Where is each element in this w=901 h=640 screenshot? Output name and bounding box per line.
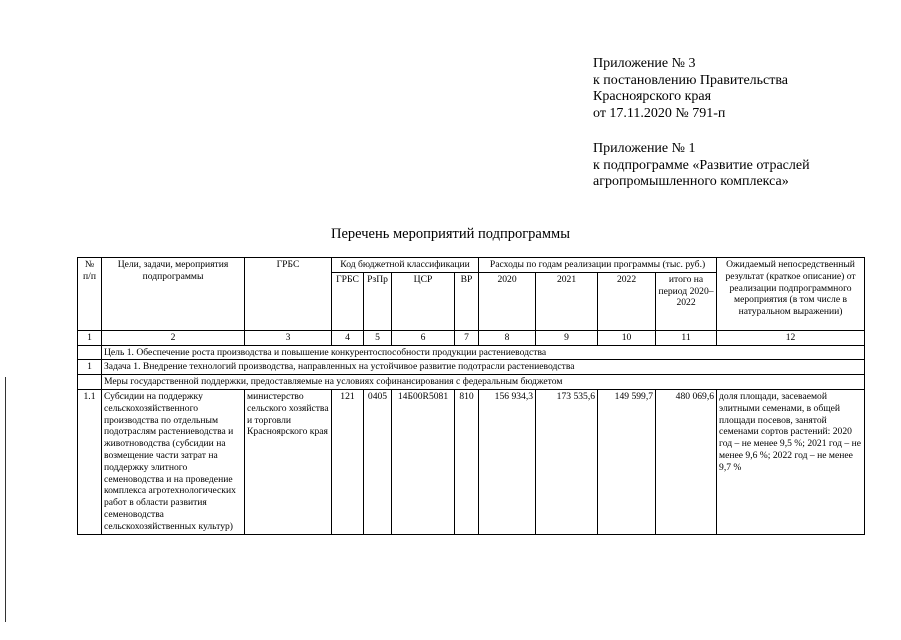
column-number: 1	[78, 330, 102, 345]
goal-row	[78, 345, 865, 360]
column-number: 2	[102, 330, 245, 345]
header-budget-code: Код бюджетной классификации	[332, 258, 479, 273]
scan-edge-line	[5, 377, 6, 622]
column-number: 9	[536, 330, 598, 345]
header-grbs: ГРБС	[245, 258, 332, 331]
row-number: 1.1	[78, 389, 102, 534]
column-number: 8	[479, 330, 536, 345]
header-line: Приложение № 3	[593, 56, 696, 71]
row-grbs-code: 121	[332, 389, 364, 534]
appendix-header-1	[593, 56, 788, 122]
table-row	[78, 389, 865, 534]
header-line: Приложение № 1	[593, 141, 696, 156]
header-line: к подпрограмме «Развитие отраслей	[593, 157, 810, 173]
row-rzpr: 0405	[364, 389, 392, 534]
row-vr: 810	[455, 389, 479, 534]
header-line: агропромышленного комплекса»	[593, 174, 789, 189]
row-2022: 149 599,7	[598, 389, 656, 534]
header-line: Красноярского края	[593, 89, 712, 104]
column-number: 12	[717, 330, 865, 345]
header-line: к постановлению Правительства	[593, 72, 789, 88]
column-number: 3	[245, 330, 332, 345]
column-number: 4	[332, 330, 364, 345]
header-no: № п/п	[78, 258, 102, 331]
subheader-csr: ЦСР	[392, 272, 455, 330]
subheader-2022: 2022	[598, 272, 656, 330]
row-2021: 173 535,6	[536, 389, 598, 534]
column-number: 5	[364, 330, 392, 345]
task-text: Задача 1. Внедрение технологий производства, направленных на устойчивое развитие подотрасли растениеводства	[102, 360, 865, 375]
header-row	[78, 258, 865, 273]
subheader-grbs: ГРБС	[332, 272, 364, 330]
measures-row	[78, 375, 865, 390]
subheader-total: итого на период 2020–2022	[656, 272, 717, 330]
goal-text: Цель 1. Обеспечение роста производства и повышение конкурентоспособности продукции растениеводства	[102, 345, 865, 360]
header-result: Ожидаемый непосредственный результат (краткое описание) от реализации подпрограммного мероприятия (в том числе в натуральном выражении)	[717, 258, 865, 331]
subheader-2021: 2021	[536, 272, 598, 330]
measures-text: Меры государственной поддержки, предоставляемые на условиях софинансирования с федеральным бюджетом	[102, 375, 865, 390]
subheader-rzpr: РзПр	[364, 272, 392, 330]
measures-table	[77, 257, 865, 535]
document-title: Перечень мероприятий подпрограммы	[331, 226, 570, 242]
header-line: от 17.11.2020 № 791-п	[593, 105, 726, 121]
header-goals: Цели, задачи, мероприятия подпрограммы	[102, 258, 245, 331]
row-grbs-name: министерство сельского хозяйства и торговли Красноярского края	[245, 389, 332, 534]
task-row	[78, 360, 865, 375]
task-number: 1	[78, 360, 102, 375]
header-expenses: Расходы по годам реализации программы (тыс. руб.)	[479, 258, 717, 273]
column-number: 11	[656, 330, 717, 345]
subheader-vr: ВР	[455, 272, 479, 330]
row-name: Субсидии на поддержку сельскохозяйственного производства по отдельным подотраслям растениеводства и животноводства (субсидии на возмещение части затрат на поддержку элитного семеноводства и на проведение комплекса агротехнологических работ в области развития семеноводства сельскохозяйственных культур)	[102, 389, 245, 534]
column-number: 7	[455, 330, 479, 345]
row-2020: 156 934,3	[479, 389, 536, 534]
appendix-header-2	[593, 141, 810, 191]
column-number: 6	[392, 330, 455, 345]
column-number: 10	[598, 330, 656, 345]
column-numbers-row	[78, 330, 865, 345]
subheader-2020: 2020	[479, 272, 536, 330]
row-csr: 14Б00R5081	[392, 389, 455, 534]
row-result: доля площади, засеваемой элитными семенами, в общей площади посевов, занятой семенами сортов растений: 2020 год – не менее 9,5 %; 2021 год – не менее 9,6 %; 2022 год – не менее 9,7 %	[717, 389, 865, 534]
row-total: 480 069,6	[656, 389, 717, 534]
